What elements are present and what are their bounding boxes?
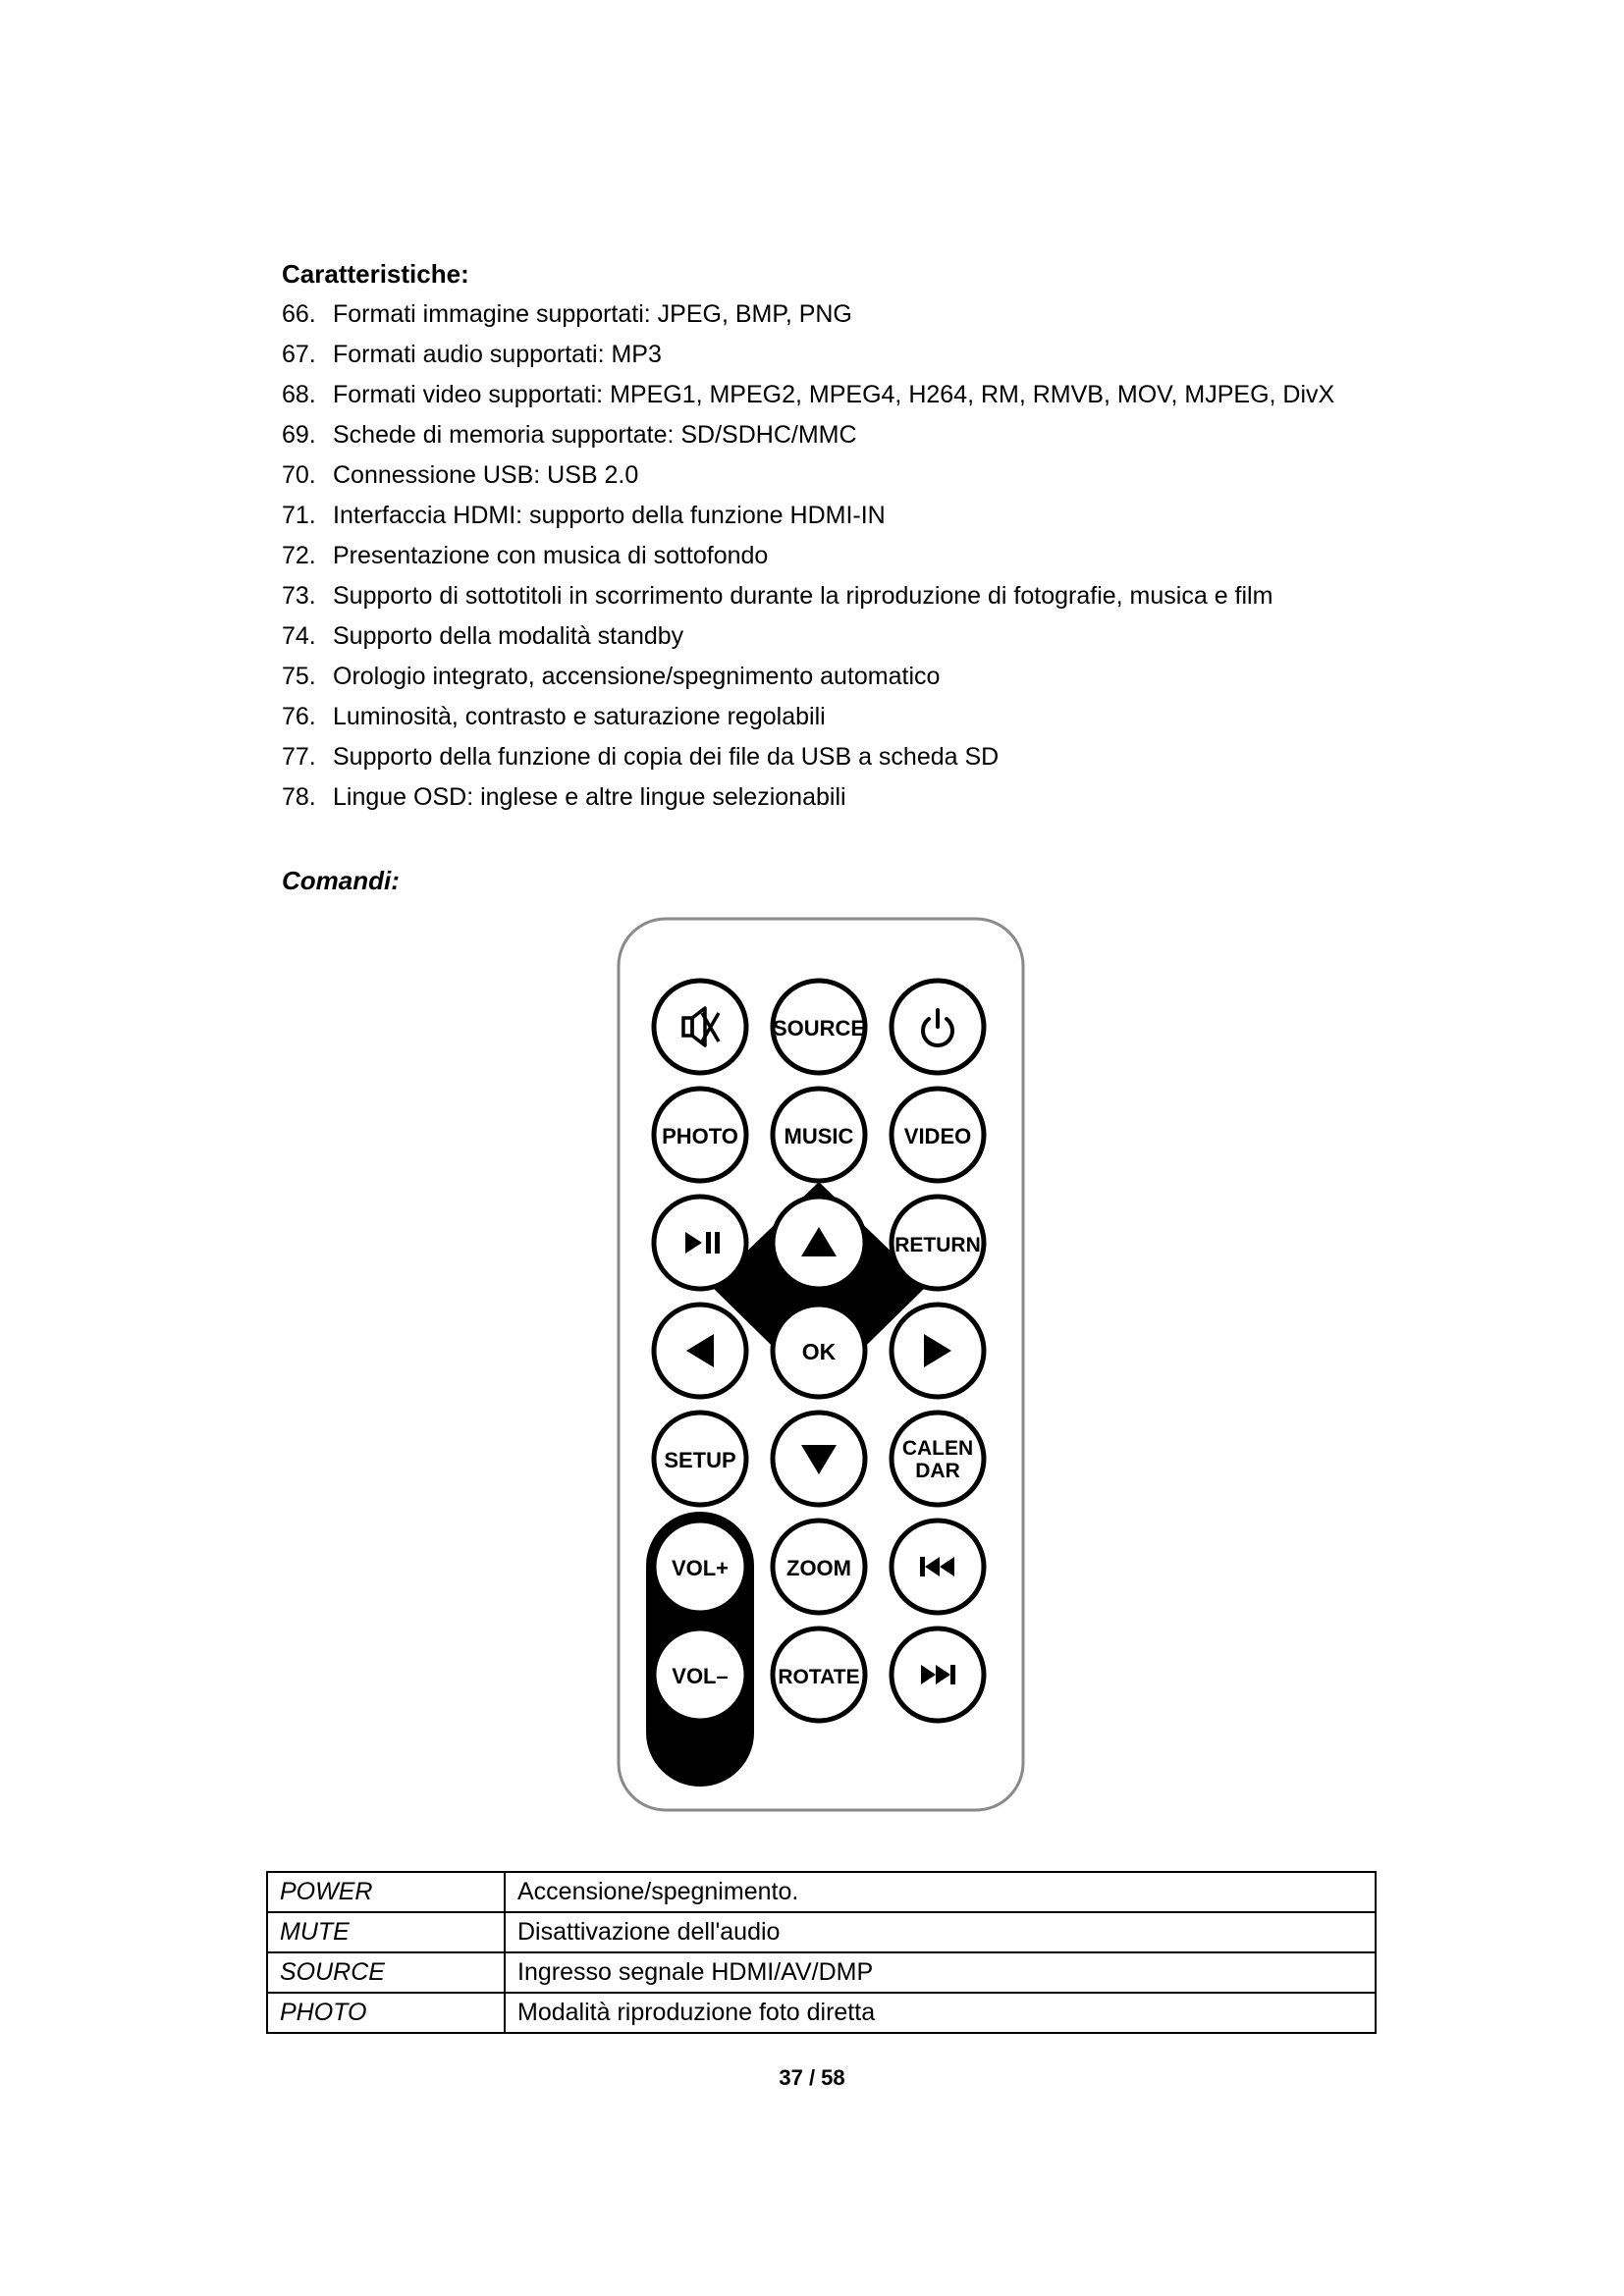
feature-text: Supporto della modalità standby	[333, 622, 684, 650]
table-row	[267, 1952, 1376, 1993]
feature-number: 68.	[282, 381, 316, 408]
video-label: VIDEO	[903, 1124, 972, 1148]
feature-item	[282, 375, 1334, 415]
left-button	[654, 1305, 746, 1397]
feature-item	[282, 737, 1334, 777]
photo-button	[654, 1089, 746, 1181]
ok-label: OK	[801, 1339, 837, 1364]
feature-item	[282, 335, 1334, 375]
feature-item	[282, 616, 1334, 657]
setup-button	[654, 1413, 746, 1505]
feature-text: Interfaccia HDMI: supporto della funzione HDMI-IN	[333, 502, 886, 529]
feature-item	[282, 777, 1334, 818]
setup-label: SETUP	[664, 1448, 736, 1472]
play-pause-button	[654, 1197, 746, 1289]
feature-item	[282, 455, 1334, 496]
vol-up-label: VOL+	[671, 1556, 730, 1580]
calendar-label-line2: DAR	[915, 1460, 960, 1482]
feature-number: 66.	[282, 300, 316, 328]
feature-number: 71.	[282, 502, 316, 529]
table-row	[267, 1993, 1376, 2033]
feature-number: 78.	[282, 783, 316, 811]
feature-item	[282, 697, 1334, 737]
command-name: MUTE	[267, 1912, 505, 1952]
feature-text: Luminosità, contrasto e saturazione regolabili	[333, 703, 826, 730]
mute-button	[654, 981, 746, 1073]
command-name: SOURCE	[267, 1952, 505, 1993]
source-button	[773, 981, 865, 1073]
table-row	[267, 1912, 1376, 1952]
feature-number: 72.	[282, 542, 316, 569]
calendar-button	[892, 1413, 984, 1505]
feature-text: Formati immagine supportati: JPEG, BMP, PNG	[333, 300, 852, 328]
feature-number: 74.	[282, 622, 316, 650]
vol-up-button	[654, 1521, 746, 1613]
table-row	[267, 1872, 1376, 1912]
feature-number: 73.	[282, 582, 316, 610]
zoom-button	[773, 1521, 865, 1613]
remote-control-illustration	[617, 917, 1025, 1812]
command-description: Modalità riproduzione foto diretta	[505, 1993, 1376, 2033]
feature-text: Supporto della funzione di copia dei file da USB a scheda SD	[333, 743, 1000, 771]
feature-item	[282, 415, 1334, 455]
features-list	[282, 294, 1334, 818]
feature-text: Orologio integrato, accensione/spegnimento automatico	[333, 663, 941, 690]
command-description: Ingresso segnale HDMI/AV/DMP	[505, 1952, 1376, 1993]
vol-down-label: VOL–	[672, 1664, 729, 1688]
feature-number: 69.	[282, 421, 316, 449]
video-button	[892, 1089, 984, 1181]
feature-number: 70.	[282, 461, 316, 489]
command-description: Accensione/spegnimento.	[505, 1872, 1376, 1912]
feature-item	[282, 657, 1334, 697]
zoom-label: ZOOM	[786, 1556, 851, 1580]
return-label: RETURN	[894, 1234, 981, 1256]
command-name: POWER	[267, 1872, 505, 1912]
feature-text: Formati audio supportati: MP3	[333, 341, 662, 368]
music-label: MUSIC	[784, 1124, 854, 1148]
commands-table	[266, 1871, 1377, 2034]
feature-item	[282, 536, 1334, 576]
right-button	[892, 1305, 984, 1397]
feature-item	[282, 496, 1334, 536]
calendar-label-line1: CALEN	[901, 1437, 974, 1460]
feature-text: Schede di memoria supportate: SD/SDHC/MMC	[333, 421, 857, 449]
rotate-button	[773, 1629, 865, 1721]
ok-button	[773, 1305, 865, 1397]
features-heading: Caratteristiche:	[282, 259, 469, 289]
previous-button	[892, 1521, 984, 1613]
feature-number: 77.	[282, 743, 316, 771]
photo-label: PHOTO	[662, 1124, 738, 1148]
command-description: Disattivazione dell'audio	[505, 1912, 1376, 1952]
feature-text: Presentazione con musica di sottofondo	[333, 542, 769, 569]
feature-item	[282, 576, 1334, 616]
feature-number: 75.	[282, 663, 316, 690]
feature-text: Lingue OSD: inglese e altre lingue selezionabili	[333, 783, 846, 811]
return-button	[892, 1197, 984, 1289]
feature-number: 76.	[282, 703, 316, 730]
controls-heading: Comandi:	[282, 866, 400, 895]
feature-item	[282, 294, 1334, 335]
feature-text: Formati video supportati: MPEG1, MPEG2, MPEG4, H264, RM, RMVB, MOV, MJPEG, DivX	[333, 381, 1335, 408]
next-button	[892, 1629, 984, 1721]
source-label: SOURCE	[772, 1016, 866, 1041]
up-button	[773, 1197, 865, 1289]
feature-text: Connessione USB: USB 2.0	[333, 461, 639, 489]
command-name: PHOTO	[267, 1993, 505, 2033]
down-button	[773, 1413, 865, 1505]
music-button	[773, 1089, 865, 1181]
feature-text: Supporto di sottotitoli in scorrimento durante la riproduzione di fotografie, musica e film	[333, 582, 1273, 610]
power-button	[892, 981, 984, 1073]
vol-down-button	[654, 1629, 746, 1721]
feature-number: 67.	[282, 341, 316, 368]
page-number: 37 / 58	[779, 2065, 845, 2090]
rotate-label: ROTATE	[778, 1666, 860, 1688]
